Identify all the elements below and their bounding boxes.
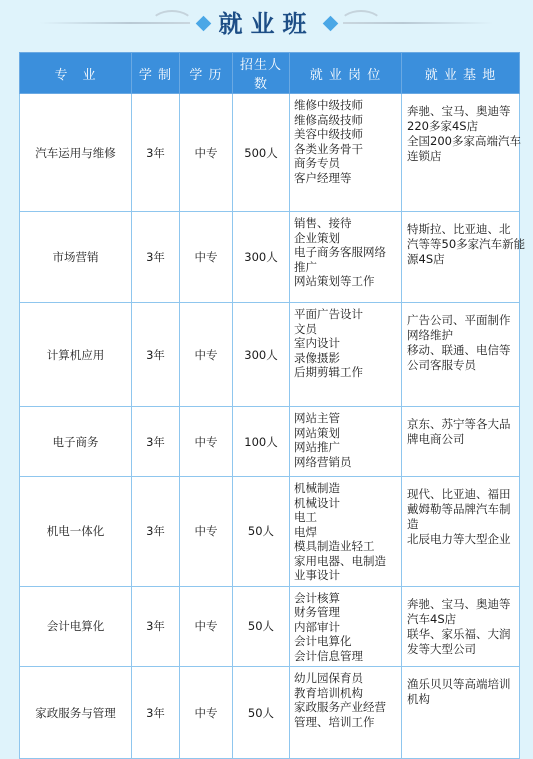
base-line: 渔乐贝贝等高端培训 [407, 677, 511, 691]
position-line: 机械制造 [294, 481, 340, 495]
education-cell: 中专 [180, 303, 233, 407]
position-line: 录像摄影 [294, 350, 340, 365]
positions-cell [290, 303, 402, 407]
position-line: 各类业务骨干 [294, 141, 363, 156]
position-line: 会计信息管理 [294, 648, 363, 663]
position-line: 会计核算 [294, 590, 340, 605]
bases-cell [402, 94, 520, 212]
major-cell: 机电一体化 [20, 477, 132, 587]
position-line: 电子商务客服网络 [294, 245, 386, 259]
duration-cell: 3年 [132, 212, 180, 303]
enrollment-cell: 50人 [233, 667, 290, 759]
base-line: 发等大型公司 [407, 641, 476, 656]
base-line: 现代、比亚迪、福田 [407, 487, 511, 501]
header-positions: 就 业 岗 位 [290, 53, 402, 94]
education-cell: 中专 [180, 212, 233, 303]
position-line: 内部审计 [294, 619, 340, 634]
major-cell: 市场营销 [20, 212, 132, 303]
base-line: 北辰电力等大型企业 [407, 532, 511, 546]
position-line: 教育培训机构 [294, 685, 363, 700]
positions-cell [290, 477, 402, 587]
table-row [20, 667, 520, 759]
position-line: 销售、接待 [294, 216, 352, 230]
position-line: 财务管理 [294, 605, 340, 619]
position-line: 电焊 [294, 524, 317, 539]
positions-cell [290, 667, 402, 759]
enrollment-cell: 50人 [233, 477, 290, 587]
header-enrollment: 招生人数 [233, 53, 290, 94]
position-line: 平面广告设计 [294, 307, 363, 321]
base-line: 全国200多家高端汽车 [407, 134, 521, 148]
base-line: 网络维护 [407, 328, 453, 342]
position-line: 文员 [294, 321, 317, 336]
base-line: 牌电商公司 [407, 432, 465, 446]
enrollment-cell: 300人 [233, 303, 290, 407]
position-line: 家政服务产业经营 [294, 700, 386, 714]
base-line: 汽车4S店 [407, 611, 457, 626]
education-cell: 中专 [180, 586, 233, 667]
table-body [20, 94, 526, 759]
page-title: 就业班 [218, 9, 315, 38]
enrollment-cell: 500人 [233, 94, 290, 212]
bases-cell [402, 212, 526, 303]
position-line: 美容中级技师 [294, 127, 363, 141]
bases-cell [402, 303, 520, 407]
employment-table [19, 52, 526, 759]
base-line: 造 [407, 517, 419, 531]
position-line: 电工 [294, 510, 317, 524]
duration-cell: 3年 [132, 94, 180, 212]
major-cell: 会计电算化 [20, 586, 132, 667]
duration-cell: 3年 [132, 407, 180, 477]
bases-cell [402, 407, 520, 477]
header-major: 专 业 [20, 53, 132, 94]
table-row [20, 303, 520, 407]
duration-cell: 3年 [132, 586, 180, 667]
header-bases: 就 业 基 地 [402, 53, 520, 94]
table-row [20, 477, 520, 587]
position-line: 网络营销员 [294, 454, 352, 469]
duration-cell: 3年 [132, 667, 180, 759]
position-line: 推广 [294, 259, 317, 274]
position-line: 维修高级技师 [294, 112, 363, 127]
enrollment-cell: 300人 [233, 212, 290, 303]
position-line: 商务专员 [294, 156, 340, 170]
bases-cell [402, 477, 520, 587]
major-cell: 电子商务 [20, 407, 132, 477]
base-line: 源4S店 [407, 252, 445, 266]
duration-cell: 3年 [132, 303, 180, 407]
position-line: 网站主管 [294, 411, 340, 425]
enrollment-cell: 50人 [233, 586, 290, 667]
table-row [20, 407, 520, 477]
position-line: 网站推广 [294, 440, 340, 454]
base-line: 联华、家乐福、大润 [407, 626, 511, 641]
page-title-wrap [0, 4, 533, 39]
education-cell: 中专 [180, 407, 233, 477]
position-line: 家用电器、电制造 [294, 553, 386, 568]
education-cell: 中专 [180, 94, 233, 212]
header-education: 学 历 [180, 53, 233, 94]
position-line: 会计电算化 [294, 634, 352, 648]
position-line: 客户经理等 [294, 170, 352, 185]
base-line: 移动、联通、电信等 [407, 343, 511, 357]
positions-cell [290, 407, 402, 477]
bases-cell [402, 586, 520, 667]
position-line: 企业策划 [294, 230, 340, 245]
table-row [20, 586, 520, 667]
position-line: 网站策划 [294, 425, 340, 440]
diamond-icon-right [322, 16, 338, 32]
base-line: 戴姆勒等品牌汽车制 [407, 502, 511, 516]
position-line: 室内设计 [294, 336, 340, 350]
position-line: 机械设计 [294, 495, 340, 510]
positions-cell [290, 586, 402, 667]
positions-cell [290, 94, 402, 212]
position-line: 网站策划等工作 [294, 274, 375, 288]
base-line: 机构 [407, 692, 430, 706]
position-line: 业事设计 [294, 568, 340, 582]
base-line: 汽等等50多家汽车新能 [407, 237, 526, 251]
enrollment-cell: 100人 [233, 407, 290, 477]
position-line: 后期剪辑工作 [294, 365, 363, 379]
base-line: 京东、苏宁等各大品 [407, 417, 511, 431]
base-line: 奔驰、宝马、奥迪等 [407, 596, 511, 611]
header-duration: 学 制 [132, 53, 180, 94]
table-header-row [20, 53, 520, 94]
major-cell: 计算机应用 [20, 303, 132, 407]
table-row [20, 94, 520, 212]
education-cell: 中专 [180, 667, 233, 759]
major-cell: 汽车运用与维修 [20, 94, 132, 212]
bases-cell [402, 667, 520, 759]
base-line: 220多家4S店 [407, 119, 479, 133]
base-line: 奔驰、宝马、奥迪等 [407, 104, 511, 118]
base-line: 特斯拉、比亚迪、北 [407, 222, 511, 236]
position-line: 维修中级技师 [294, 98, 363, 112]
position-line: 管理、培训工作 [294, 714, 375, 729]
title-bar [0, 0, 533, 46]
diamond-icon-left [195, 16, 211, 32]
table-row [20, 212, 520, 303]
position-line: 幼儿园保育员 [294, 671, 363, 685]
base-line: 公司客服专员 [407, 358, 476, 372]
base-line: 连锁店 [407, 149, 442, 163]
education-cell: 中专 [180, 477, 233, 587]
position-line: 模具制造业轻工 [294, 539, 375, 553]
duration-cell: 3年 [132, 477, 180, 587]
base-line: 广告公司、平面制作 [407, 313, 511, 327]
positions-cell [290, 212, 402, 303]
major-cell: 家政服务与管理 [20, 667, 132, 759]
